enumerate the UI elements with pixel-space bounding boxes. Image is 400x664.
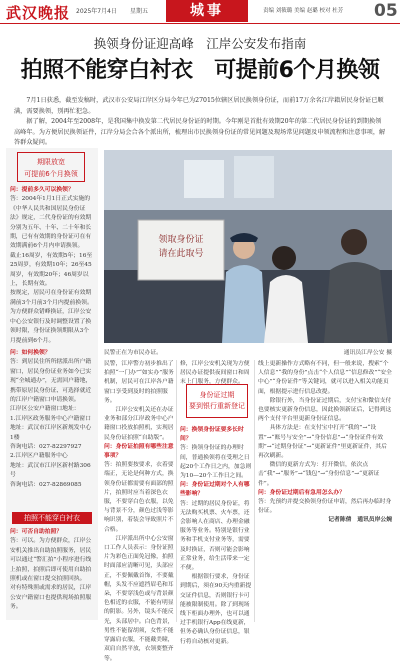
section-box-title — [186, 384, 248, 418]
answer: 2.江岸区户籍服务中心 — [10, 453, 68, 460]
question: 问：如何换领？ — [10, 349, 51, 356]
answer: 答：先预约并提交换领身份证申请，然后再办临时身份证。 — [258, 499, 392, 515]
header-divider — [0, 23, 400, 24]
editor-credits: 责编 刘筱璐 美编 赵璐 校对 杜芳 — [263, 8, 344, 14]
sidebar-heading-box — [17, 152, 85, 182]
answer: 答：2004年1月1日正式实施的《中华人民共和国居民身份证法》规定，二代身份证的有效期分别为五年、十年、二十年和长期，已有有效期的身份证可在有效期满前6个月内申请换领。 — [10, 196, 92, 250]
answer: 根据银行要求，身份证到期后，须在90天内重新提交证件信息，否则银行卡可能被限制使用。除了到现场线下柜面办理外，也可以通过手机银行App在线更新，但务必确认身份证信息，银行将自动核对更新。 — [180, 574, 252, 645]
paragraph: 具体方法是：在支付宝中打开“我的”→“设置”→“账号与安全”→“身份信息”→“身份证件有效期”→“过期身份证”→“更新证件”里更新证件，其后再次刷新。 — [258, 425, 387, 460]
sidebar-text-block-2 — [10, 528, 94, 613]
answer: 截止16周岁，有效期5年；16至25周岁，有效期10年；26至45周岁，有效期20年；46周岁以上，长期有效。 — [10, 252, 93, 288]
photo-credit: 通讯员江岸公安 摄 — [343, 350, 392, 356]
news-photo — [104, 150, 392, 343]
answer: 答：到居民住所所辖派出所户籍窗口，居民身份证业务如今已实现“全城通办”，无需回户籍地，携带原居民身份证、可选择就近的江岸户籍窗口申请换领。 — [10, 359, 92, 403]
issue-date: 2025年7月4日 — [76, 8, 117, 15]
column-divider — [254, 360, 255, 622]
section-box-line2: 要到银行重新登记 — [189, 402, 245, 410]
article-title: 拍照不能穿白衬衣 可提前6个月换领 — [20, 58, 380, 83]
lead-paragraph: 7月1日获悉，截至发稿时，武汉市公安局江岸区分局今年已为27015位辖区居民换领身份证，而前17万余名江岸籍居民身份证已顺满，需要换领，别再忙犯急。 — [14, 97, 384, 115]
sidebar-subheading-bar: 拍照不能穿白衬衣 — [12, 512, 92, 524]
answer: 1.江岸区政务服务中心户籍窗口 — [10, 415, 91, 422]
section-box — [182, 380, 252, 422]
answer: 咨询电话：027-82297927 — [10, 443, 82, 450]
answer: 地址：武汉市江岸区新规发中心1楼 — [10, 425, 92, 441]
reporter-credit: 记者陈倩 通讯员岸公婉 — [328, 517, 392, 524]
article-subtitle: 换领身份证迎高峰 江岸公安发布指南 — [93, 36, 307, 51]
paragraph: 除银行外，当身份证过期后，支付宝和微信支付也要核实更新身份信息，因此换领新证后，记得到这两个支付平台里更新身份证信息。 — [258, 397, 392, 423]
newspaper-logo: 武汉晚报 — [6, 4, 71, 22]
question: 问：身份证过期后有急用怎么办？ — [258, 489, 345, 496]
issue-weekday: 星期五 — [130, 8, 149, 15]
answer: 地址：武汉市江岸区新村路306号 — [10, 462, 91, 479]
paragraph: 线上更新操作方式略有不同，但一般来说，搜索“个人信息”“我的身份”点击“个人信息”“信息修改”“安全中心”“身份证件”等关键词，就可以进入相关功能页面，根据提示进行信息改提。 — [258, 361, 392, 395]
paragraph: 江岸公安机关还在办证业务和部分江岸政务中心户籍窗口投放拍照机，实现居民身份证拍照“自助版”。 — [104, 407, 174, 441]
paragraph: 修，江岸公安机关现为方便居民办证提供夜间窗口和周末上门服务，方便群众。 — [180, 361, 250, 386]
answer: 答：换领身份证的办理时间，普通换领将在受理之日起20个工作日之内，加急则为10—20个工作日之间。 — [180, 445, 252, 480]
answer: 答：过期的居民身份证，将无法购买机票、火车票，还会影响人在商店、办理金融服务等业务。特别是银行业务和手机支付业务等，需要及时换证，否则可能会影响正常业务，给生活带来一定不便。 — [180, 500, 250, 572]
sign-line-2: 请在此取号 — [158, 249, 204, 259]
caption-text: 民警正在为市民办证。 — [104, 350, 162, 356]
column-divider — [176, 360, 177, 622]
masthead — [0, 0, 400, 26]
sidebar-heading-line2: 可提前6个月换领 — [24, 170, 78, 178]
question: 问：提前多久可以换领？ — [10, 187, 74, 193]
question: 问：身份证拍照有哪些注意事项？ — [104, 443, 174, 460]
answer: 咨询电话：027-82869085 — [10, 481, 82, 488]
answer: 江岸派出所中心公安窗口工作人员表示：身份证照片为彩色正面免冠像，拍照时面部应清晰可见，头部应正，不要佩戴首饰，不要戴帽，头发不应遮挡眉毛和耳朵，不要穿浅色或与背景颜色相近的衣服，不能有明显的阴影。另外，镜头不能反光，头部居中。白色背景，男性不能留胡须，女性不能穿露肩衣服，不能戴美瞳，双肩自然平放，衣领要整齐等。 — [104, 535, 174, 662]
paragraph: 微信的更新方式为：打开微信，依次点击“我”→“服务”→“钱包”→“身份信息”→“更新证件”。 — [258, 462, 380, 487]
photo-caption — [104, 345, 392, 357]
photo-illustration — [104, 150, 392, 343]
question: 问：换领身份证要多长时间？ — [180, 427, 244, 443]
section-title: 城事 — [166, 0, 248, 22]
section-box-line1: 身份证过期 — [199, 391, 235, 399]
article-lead — [14, 96, 386, 149]
article-column-3-body — [180, 426, 252, 647]
paragraph: 民警，江岸警方初步推出了拍照“一门办”“如实办”服务机制，居民可在江岸各户籍窗口享受到及时的拍照服务。 — [104, 361, 174, 404]
sign-line-1: 领取身份证 — [158, 235, 204, 245]
lead-paragraph: 据了解，2004年至2008年，是我国集中换发第二代居民身份证的时期。今年刚是首批有效期20年的第二代居民身份证的到期换领高峰年。为方便居民换领证件，江岸分局会合各个派出所，梳理出市民换领身份证的常见问题及现场常见问题及申领流程和注意事项，解答群众疑问。 — [14, 118, 386, 147]
answer: 对有特殊照或需求的居民，江岸公安户籍窗口也提供现场拍照服务。 — [10, 585, 92, 611]
sidebar-text-block-1 — [10, 186, 94, 490]
sidebar-heading-line1: 期限放宽 — [37, 158, 65, 166]
question: 问：可否自助拍照？ — [10, 529, 63, 535]
article-column-4 — [258, 360, 392, 526]
question: 问：身份证过期对个人有哪些影响？ — [180, 482, 250, 498]
article-column-2 — [104, 360, 174, 664]
answer: 答：可以。为方便群众，江岸公安机关推出自助拍照服务，居民可以通过“警汇拍”小程序进行线上拍照，拍照后即可使用自助拍照机或在窗口提交拍照回执。 — [10, 538, 92, 583]
page-number: 05 — [374, 1, 398, 21]
answer: 按规定，居民可在身份证有效期满前3个月前3个月内提前换领。为方便群众错峰换证，江岸公安中心公安银行及时调整设置了换领时限，身份证换领期限从3个月提前到6个月。 — [10, 290, 93, 344]
answer: 江岸区公安户籍窗口地址： — [10, 406, 80, 413]
answer: 答：拍照要按要求，衣着要端正，无论是何种方式，换领身份证都需要有面部的照片，拍照时应当着深色衣服，不要穿白色衣服，以免与背景不分，颜色过浅等影响识别，着装会导致照片不合格。 — [104, 462, 174, 533]
